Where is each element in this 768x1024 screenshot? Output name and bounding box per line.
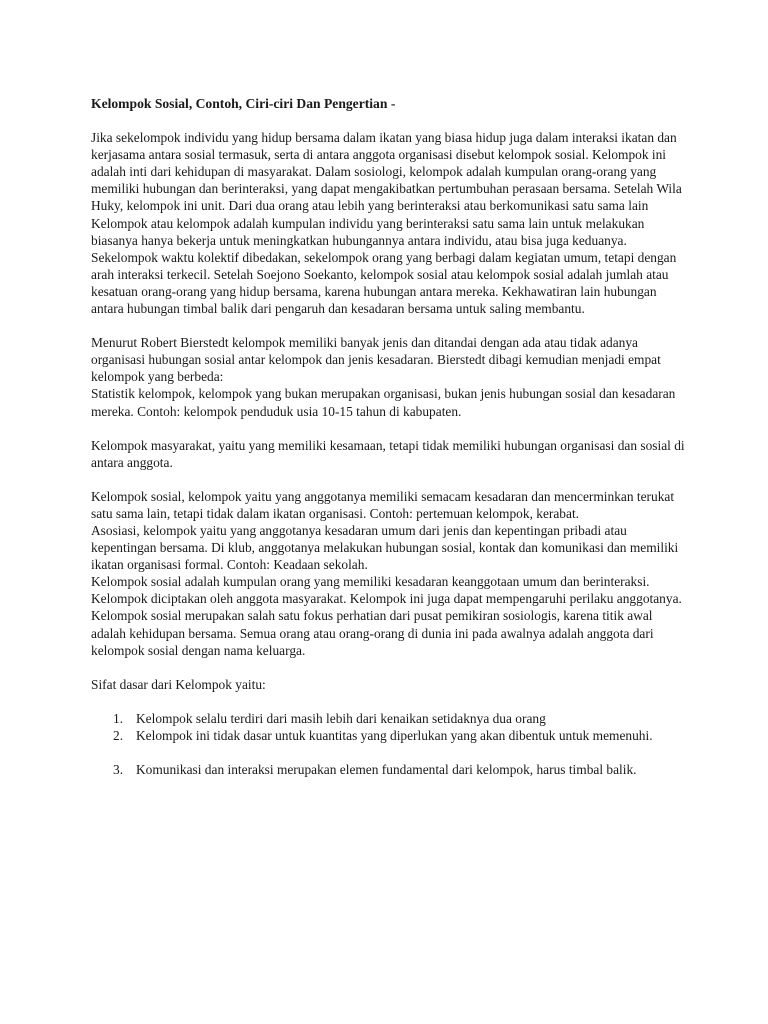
list-item-number: 3. xyxy=(113,762,124,777)
spacer xyxy=(91,317,687,334)
spacer xyxy=(91,112,687,129)
paragraph-bierstedt: Menurut Robert Bierstedt kelompok memiliki banyak jenis dan ditandai dengan ada atau tidak adanya organisasi hubungan sosial antar kelompok dan jenis kesadaran. Bierstedt dibagi kemudian menjadi empat kelompok yang berbeda: xyxy=(91,335,661,385)
paragraph-statistik: Statistik kelompok, kelompok yang bukan merupakan organisasi, bukan jenis hubungan sosial dan kesadaran mereka. Contoh: kelompok penduduk usia 10-15 tahun di kabupaten. xyxy=(91,386,676,419)
spacer xyxy=(91,659,687,676)
document-title: Kelompok Sosial, Contoh, Ciri-ciri Dan Pengertian - xyxy=(91,96,396,111)
paragraph-fokus: Kelompok sosial merupakan salah satu fokus perhatian dari pusat pemikiran sosiologis, karena titik awal adalah kehidupan bersama. Semua orang atau orang-orang di dunia ini pada awalnya adalah anggota dari kelompok sosial dengan nama keluarga. xyxy=(91,608,654,658)
sifat-dasar-list xyxy=(91,710,687,778)
list-item xyxy=(91,710,687,727)
list-item xyxy=(91,727,687,744)
list-item-text: Kelompok ini tidak dasar untuk kuantitas yang diperlukan yang akan dibentuk untuk memenuhi. xyxy=(136,727,653,743)
paragraph-kelompok-sosial: Kelompok sosial, kelompok yaitu yang anggotanya memiliki semacam kesadaran dan mencerminkan terukat satu sama lain, tetapi tidak dalam ikatan organisasi. Contoh: pertemuan kelompok, kerabat. xyxy=(91,488,675,521)
paragraph-intro: Jika sekelompok individu yang hidup bersama dalam ikatan yang biasa hidup juga dalam interaksi ikatan dan kerjasama antara sosial termasuk, serta di antara anggota organisasi disebut kelompok sosial. Kelompok ini adalah inti dari kehidupan di masyarakat. Dalam sosiologi, kelompok adalah kumpulan orang-orang yang memiliki hubungan dan berinteraksi, yang dapat mengakibatkan pertumbuhan perasaan bersama. Setelah Wila Huky, kelompok ini unit. Dari dua orang atau lebih yang berinteraksi atau berkomunikasi satu sama lain Kelompok atau kelompok adalah kumpulan individu yang berinteraksi satu sama lain untuk melakukan biasanya hanya bekerja untuk meningkatkan hubungannya antara individu, atau bisa juga keduanya. Sekelompok waktu kolektif dibedakan, sekelompok orang yang berbagi dalam kegiatan umum, tetapi dengan arah interaksi terkecil. Setelah Soejono Soekanto, kelompok sosial atau kelompok sosial adalah jumlah atau kesatuan orang-orang yang hidup bersama, karena hubungan antara mereka. Kekhawatiran lain hubungan antara hubungan timbal balik dari pengaruh dan kesadaran bersama untuk saling membantu. xyxy=(91,130,682,317)
list-item xyxy=(91,761,687,778)
paragraph-asosiasi: Asosiasi, kelompok yaitu yang anggotanya kesadaran umum dari jenis dan kepentingan pribadi atau kepentingan bersama. Di klub, anggotanya melakukan hubungan sosial, kontak dan komunikasi dan memiliki ikatan organisasi formal. Contoh: Keadaan sekolah. xyxy=(91,522,679,573)
list-item-number: 1. xyxy=(113,710,124,726)
spacer xyxy=(91,420,687,437)
paragraph-definisi: Kelompok sosial adalah kumpulan orang yang memiliki kesadaran keanggotaan umum dan berinteraksi. Kelompok diciptakan oleh anggota masyarakat. Kelompok ini juga dapat mempengaruhi perilaku anggotanya. xyxy=(91,574,682,607)
list-item-text: Kelompok selalu terdiri dari masih lebih dari kenaikan setidaknya dua orang xyxy=(136,710,546,726)
paragraph-masyarakat: Kelompok masyarakat, yaitu yang memiliki kesamaan, tetapi tidak memiliki hubungan organisasi dan sosial di antara anggota. xyxy=(91,437,685,470)
list-item-number: 2. xyxy=(113,727,124,743)
spacer xyxy=(91,471,687,488)
document-content xyxy=(91,95,687,778)
spacer xyxy=(91,693,687,710)
list-item-text: Komunikasi dan interaksi merupakan elemen fundamental dari kelompok, harus timbal balik. xyxy=(136,762,637,777)
paragraph-sifat-dasar: Sifat dasar dari Kelompok yaitu: xyxy=(91,676,266,692)
